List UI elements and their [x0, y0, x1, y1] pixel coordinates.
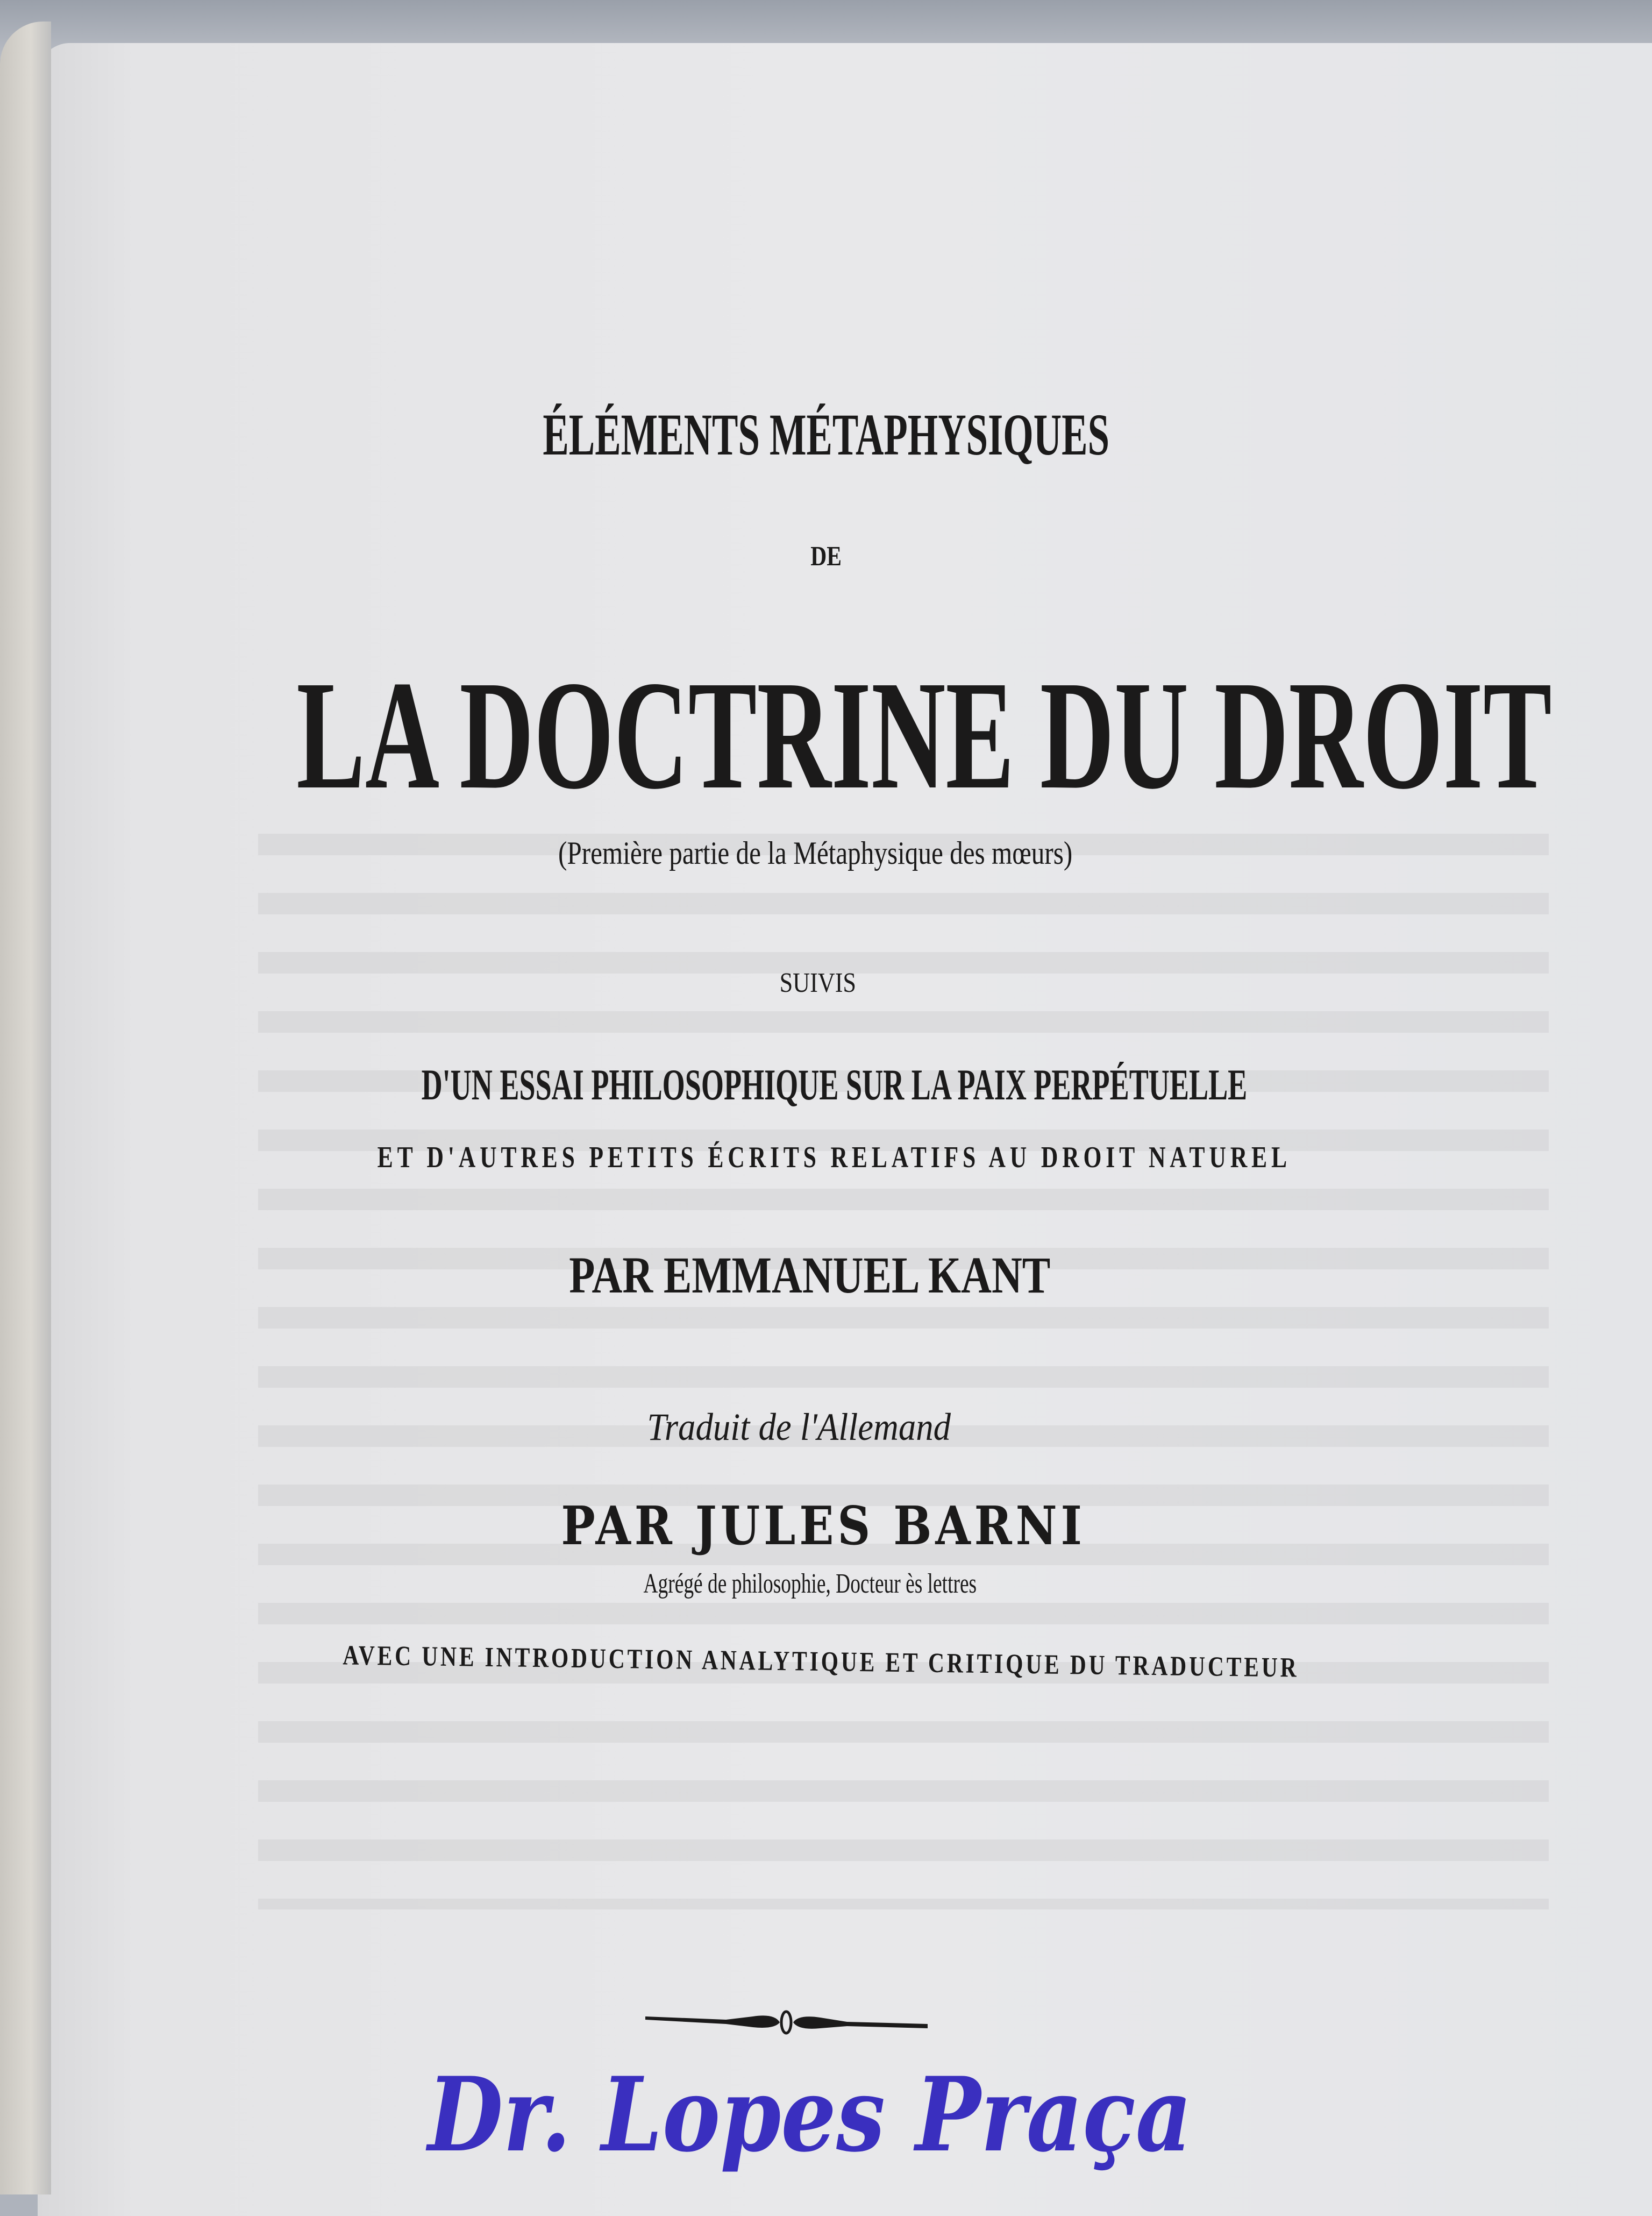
other-writings: ET D'AUTRES PETITS ÉCRITS RELATIFS AU DROIT NATUREL	[377, 1141, 1291, 1174]
subtitle: (Première partie de la Métaphysique des mœurs)	[558, 835, 1073, 871]
main-title: LA DOCTRINE DU DROIT	[296, 649, 1552, 821]
translator-credentials: Agrégé de philosophie, Docteur ès lettres	[643, 1568, 977, 1599]
author: PAR EMMANUEL KANT	[569, 1246, 1051, 1304]
essay-title: D'UN ESSAI PHILOSOPHIQUE SUR LA PAIX PERPÉTUELLE	[421, 1060, 1247, 1109]
ornament-divider	[645, 2009, 928, 2036]
title-line-1: ÉLÉMENTS MÉTAPHYSIQUES	[543, 402, 1109, 467]
suivis-label: SUIVIS	[779, 968, 857, 998]
owner-stamp: Dr. Lopes Praça	[428, 2055, 1192, 2175]
translator: PAR JULES BARNI	[561, 1495, 1086, 1557]
title-line-2: DE	[810, 541, 842, 572]
translated-note: Traduit de l'Allemand	[647, 1405, 951, 1448]
introduction-note: AVEC UNE INTRODUCTION ANALYTIQUE ET CRITIQUE DU TRADUCTEUR	[342, 1640, 1299, 1684]
